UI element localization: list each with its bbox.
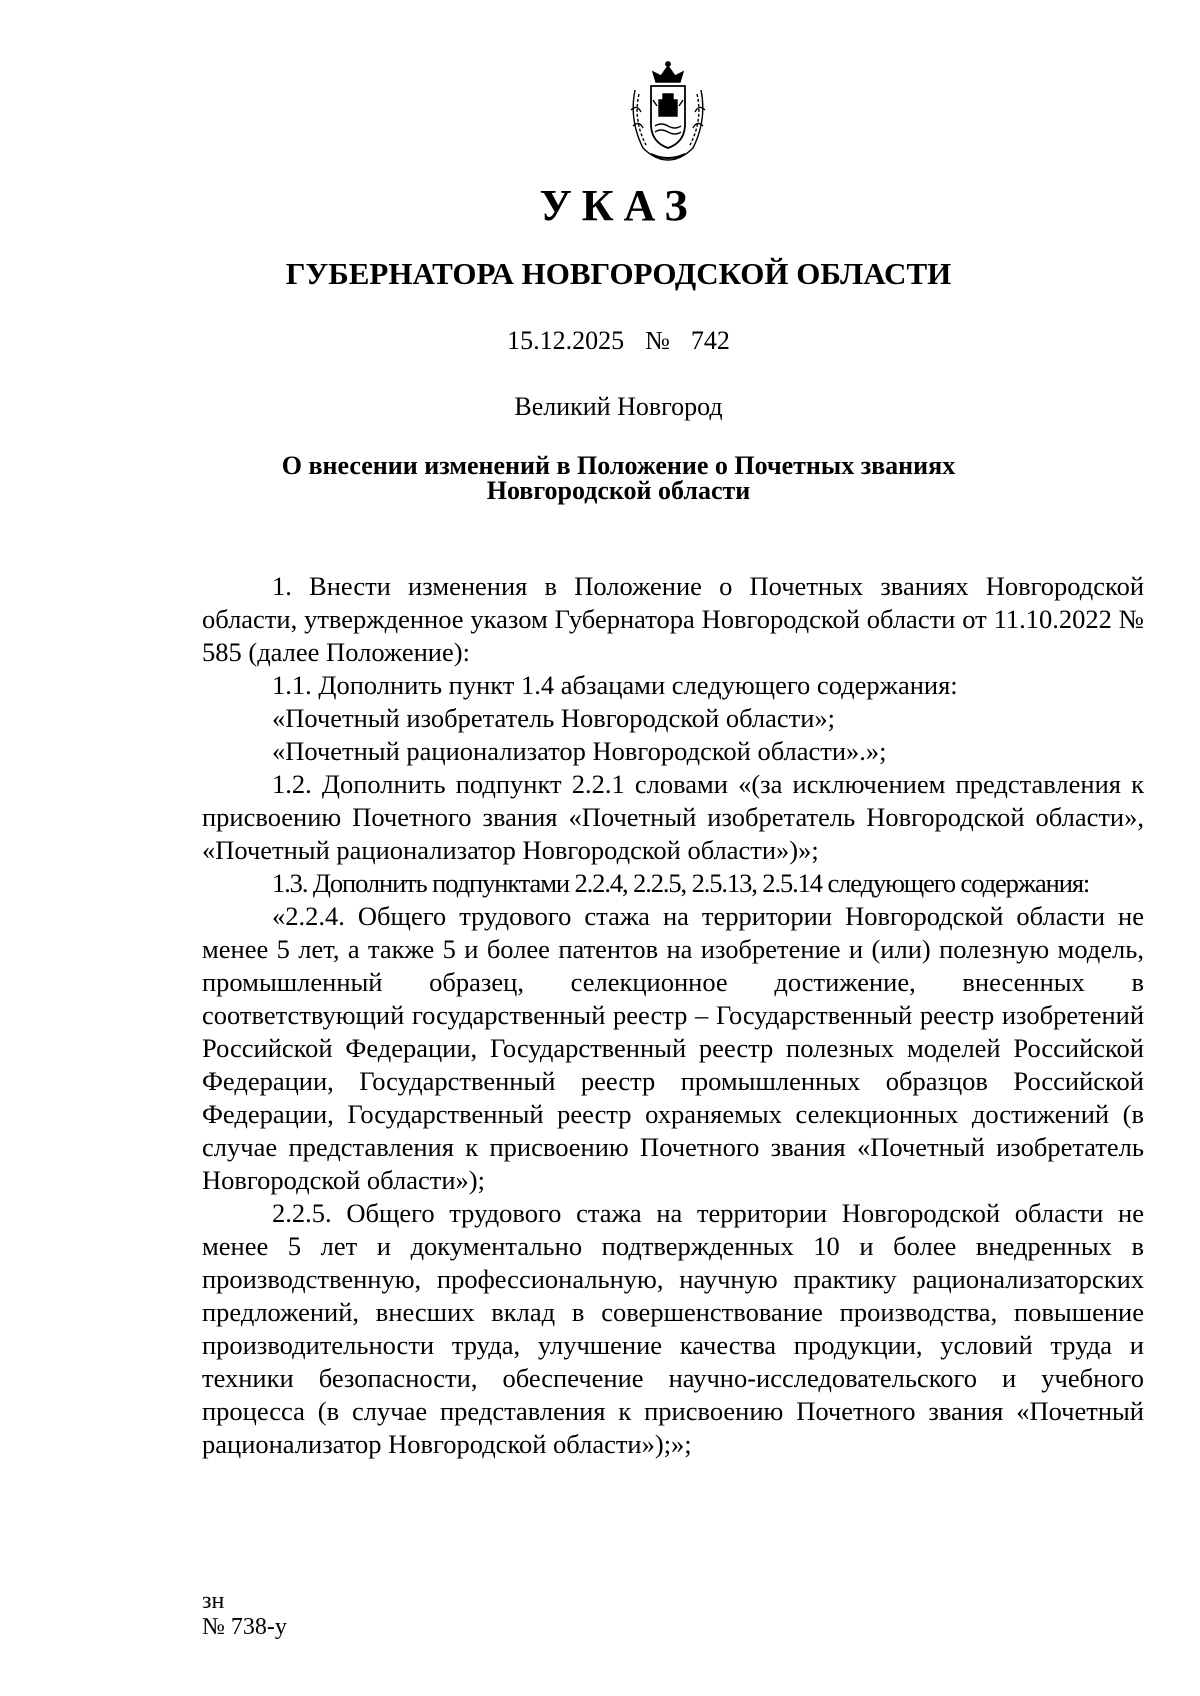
paragraph-1-1: 1.1. Дополнить пункт 1.4 абзацами следующего содержания:	[272, 670, 958, 700]
subject-line-2: Новгородской области	[486, 476, 751, 505]
document-type-title: УКАЗ	[539, 181, 698, 230]
paragraph-1: 1. Внести изменения в Положение о Почетных званиях Новгородской области, утвержденное указом Губернатора Новгородской области от 11.10.2022 № 585 (далее Положение):	[202, 571, 1144, 667]
quoted-title-2: «Почетный рационализатор Новгородской области».»;	[272, 736, 887, 766]
reference-number: № 738-у	[202, 1614, 287, 1640]
document-subject	[0, 453, 1200, 503]
paragraph-2-2-5: 2.2.5. Общего трудового стажа на территории Новгородской области не менее 5 лет и документально подтвержденных 10 и более внедренных в производственную, профессиональную, научную практику рационализаторских предложений, внесших вклад в совершенствование производства, повышение производительности труда, улучшение качества продукции, условий труда и техники безопасности, обеспечение научно-исследовательского и учебного процесса (в случае представления к присвоению Почетного звания «Почетный рационализатор Новгородской области»);»;	[202, 1198, 1144, 1459]
footer-note	[202, 1588, 287, 1640]
date-and-number: 15.12.2025 № 742	[507, 326, 730, 355]
issuer-title: ГУБЕРНАТОРА НОВГОРОДСКОЙ ОБЛАСТИ	[285, 256, 952, 291]
document-body	[202, 570, 1144, 1461]
paragraph-1-2: 1.2. Дополнить подпункт 2.2.1 словами «(за исключением представления к присвоению Почетного звания «Почетный изобретатель Новгородской области», «Почетный рационализатор Новгородской области»)»;	[202, 769, 1144, 865]
paragraph-2-2-4: «2.2.4. Общего трудового стажа на территории Новгородской области не менее 5 лет, а также 5 и более патентов на изобретение и (или) полезную модель, промышленный образец, селекционное достижение, внесенных в соответствующий государственный реестр – Государственный реестр изобретений Российской Федерации, Государственный реестр полезных моделей Российской Федерации, Государственный реестр промышленных образцов Российской Федерации, Государственный реестр охраняемых селекционных достижений (в случае представления к присвоению Почетного звания «Почетный изобретатель Новгородской области»);	[202, 901, 1144, 1195]
coat-of-arms-icon	[623, 60, 713, 164]
paragraph-1-3: 1.3. Дополнить подпунктами 2.2.4, 2.2.5, 2.5.13, 2.5.14 следующего содержания:	[272, 868, 1090, 898]
quoted-title-1: «Почетный изобретатель Новгородской области»;	[272, 703, 836, 733]
city: Великий Новгород	[514, 392, 723, 421]
executor-initials: зн	[202, 1588, 225, 1614]
subject-line-1: О внесении изменений в Положение о Почетных званиях	[281, 451, 956, 480]
